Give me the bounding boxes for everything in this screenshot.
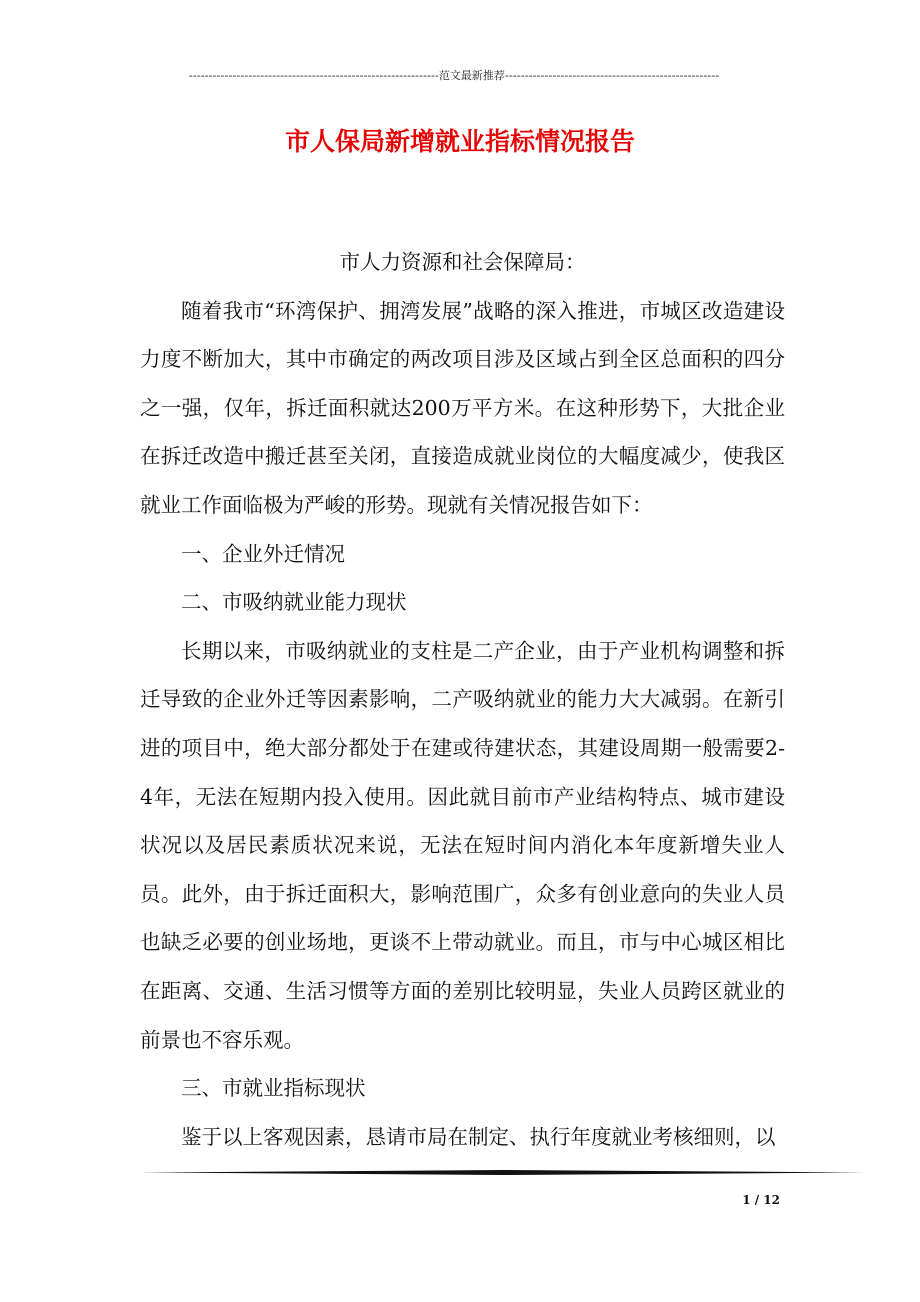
page-number: 1 / 12 <box>742 1193 780 1207</box>
footer-divider <box>140 1170 864 1175</box>
document-title: 市人保局新增就业指标情况报告 <box>284 127 635 156</box>
paragraph-request: 鉴于以上客观因素，恳请市局在制定、执行年度就业考核细则，以 <box>181 1124 776 1149</box>
section-heading-2: 二、市吸纳就业能力现状 <box>181 590 407 615</box>
section-heading-1: 一、企业外迁情况 <box>181 541 345 566</box>
paragraph-intro: 随着我市“环湾保护、拥湾发展”战略的深入推进，市城区改造建设力度不断加大，其中市确定的两改项目涉及区域占到全区总面积的四分之一强，仅年，拆迁面积就达200万平方米。在这种形势下，大批企业在拆迁改造中搬迁甚至关闭，直接造成就业岗位的大幅度减少，使我区就业工作面临极为严峻的形势。现就有关情况报告如下： <box>140 298 785 517</box>
paragraph-capacity: 长期以来，市吸纳就业的支柱是二产企业，由于产业机构调整和拆迁导致的企业外迁等因素影响，二产吸纳就业的能力大大减弱。在新引进的项目中，绝大部分都处于在建或待建状态，其建设周期一般需要2-4年，无法在短期内投入使用。因此就目前市产业结构特点、城市建设状况以及居民素质状况来说，无法在短时间内消化本年度新增失业人员。此外，由于拆迁面积大，影响范围广，众多有创业意向的失业人员也缺乏必要的创业场地，更谈不上带动就业。而且，市与中心城区相比在距离、交通、生活习惯等方面的差别比较明显，失业人员跨区就业的前景也不容乐观。 <box>140 638 785 1052</box>
recipient-line: 市人力资源和社会保障局： <box>339 250 586 274</box>
document-body <box>140 238 785 1161</box>
section-heading-3: 三、市就业指标现状 <box>181 1076 366 1101</box>
header-banner: ---------------------------------------------------------------范文最新推荐------------------------------------------------------ <box>188 69 720 82</box>
